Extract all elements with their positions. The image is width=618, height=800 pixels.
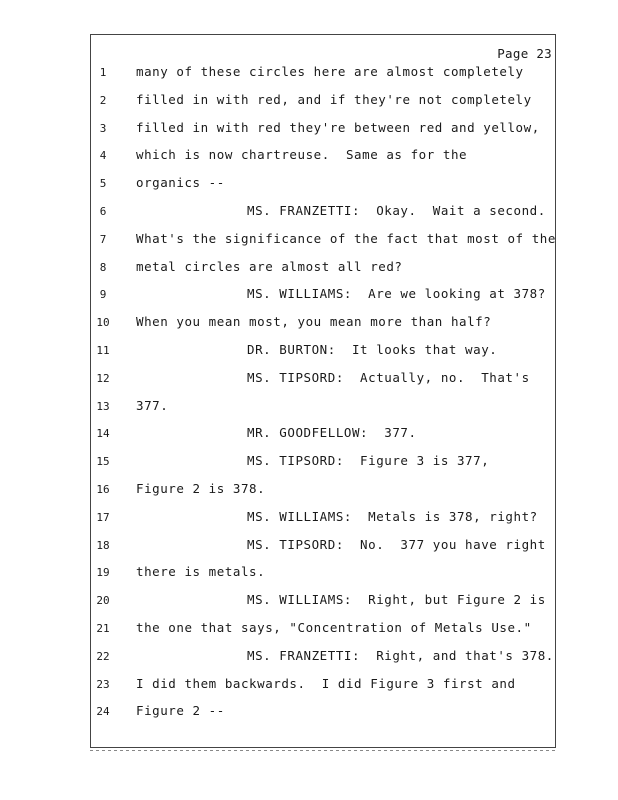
transcript-line [0,620,560,640]
line-text: What's the significance of the fact that most of the [136,230,556,246]
transcript-line [0,592,560,612]
line-text: MS. WILLIAMS: Right, but Figure 2 is [247,592,546,608]
line-number: 4 [99,149,107,163]
line-text: MS. TIPSORD: Actually, no. That's [247,369,530,385]
line-text: filled in with red, and if they're not completely [136,91,532,107]
line-number: 3 [99,121,107,135]
transcript-line [0,370,560,390]
transcript-line [0,564,560,584]
line-number: 9 [99,288,107,302]
line-text: Figure 2 is 378. [136,481,266,496]
transcript-line [0,537,560,557]
transcript-line [0,648,560,668]
line-text: MS. TIPSORD: No. 377 you have right [247,536,546,552]
line-number: 10 [96,316,110,330]
transcript-line [0,481,560,501]
line-number: 16 [96,483,110,496]
transcript-line [0,342,560,362]
transcript-line [0,120,560,140]
line-text: which is now chartreuse. Same as for the [136,147,468,163]
transcript-line [0,231,560,251]
line-text: organics -- [136,175,225,191]
line-text: MS. FRANZETTI: Okay. Wait a second. [247,203,546,218]
line-number: 12 [96,371,110,385]
line-number: 7 [99,232,107,246]
transcript-line [0,147,560,167]
transcript-line [0,259,560,279]
line-number: 20 [96,594,110,608]
bottom-rule [90,750,556,751]
line-text: 377. [136,397,169,413]
transcript-line [0,203,560,223]
line-text: When you mean most, you mean more than half? [136,314,492,330]
line-text: many of these circles here are almost completely [136,64,524,79]
page-number: Page 23 [497,46,552,61]
line-text: filled in with red they're between red and yellow, [136,119,540,135]
line-number: 6 [99,205,107,218]
line-number: 23 [96,677,110,691]
line-text: there is metals. [136,564,266,580]
transcript-line [0,314,560,334]
line-text: MS. FRANZETTI: Right, and that's 378. [247,647,554,663]
line-text: the one that says, "Concentration of Metals Use." [136,620,532,635]
transcript-line [0,703,560,723]
line-text: metal circles are almost all red? [136,258,403,274]
line-number: 21 [96,622,110,635]
line-text: MS. TIPSORD: Figure 3 is 377, [247,453,490,469]
line-number: 11 [96,344,110,357]
line-number: 24 [96,705,110,719]
line-number: 22 [96,649,110,663]
line-text: MS. WILLIAMS: Are we looking at 378? [247,286,546,302]
line-number: 18 [96,538,110,552]
transcript-line [0,425,560,445]
transcript-line [0,453,560,473]
line-text: Figure 2 -- [136,703,225,719]
line-number: 19 [96,566,110,580]
line-number: 17 [96,510,110,524]
line-text: MS. WILLIAMS: Metals is 378, right? [247,508,538,524]
line-number: 5 [99,177,107,191]
transcript-line [0,398,560,418]
transcript-line [0,64,560,84]
line-text: DR. BURTON: It looks that way. [247,342,498,357]
line-number: 2 [99,93,107,107]
transcript-line [0,175,560,195]
line-number: 8 [99,260,107,274]
line-number: 14 [96,427,110,441]
transcript-line [0,509,560,529]
line-text: MR. GOODFELLOW: 377. [247,425,417,441]
transcript-line [0,286,560,306]
line-number: 1 [99,66,107,79]
line-number: 13 [96,399,110,413]
line-number: 15 [96,455,110,469]
line-text: I did them backwards. I did Figure 3 first and [136,675,516,691]
transcript-line [0,92,560,112]
page-border [90,34,556,748]
transcript-line [0,676,560,696]
